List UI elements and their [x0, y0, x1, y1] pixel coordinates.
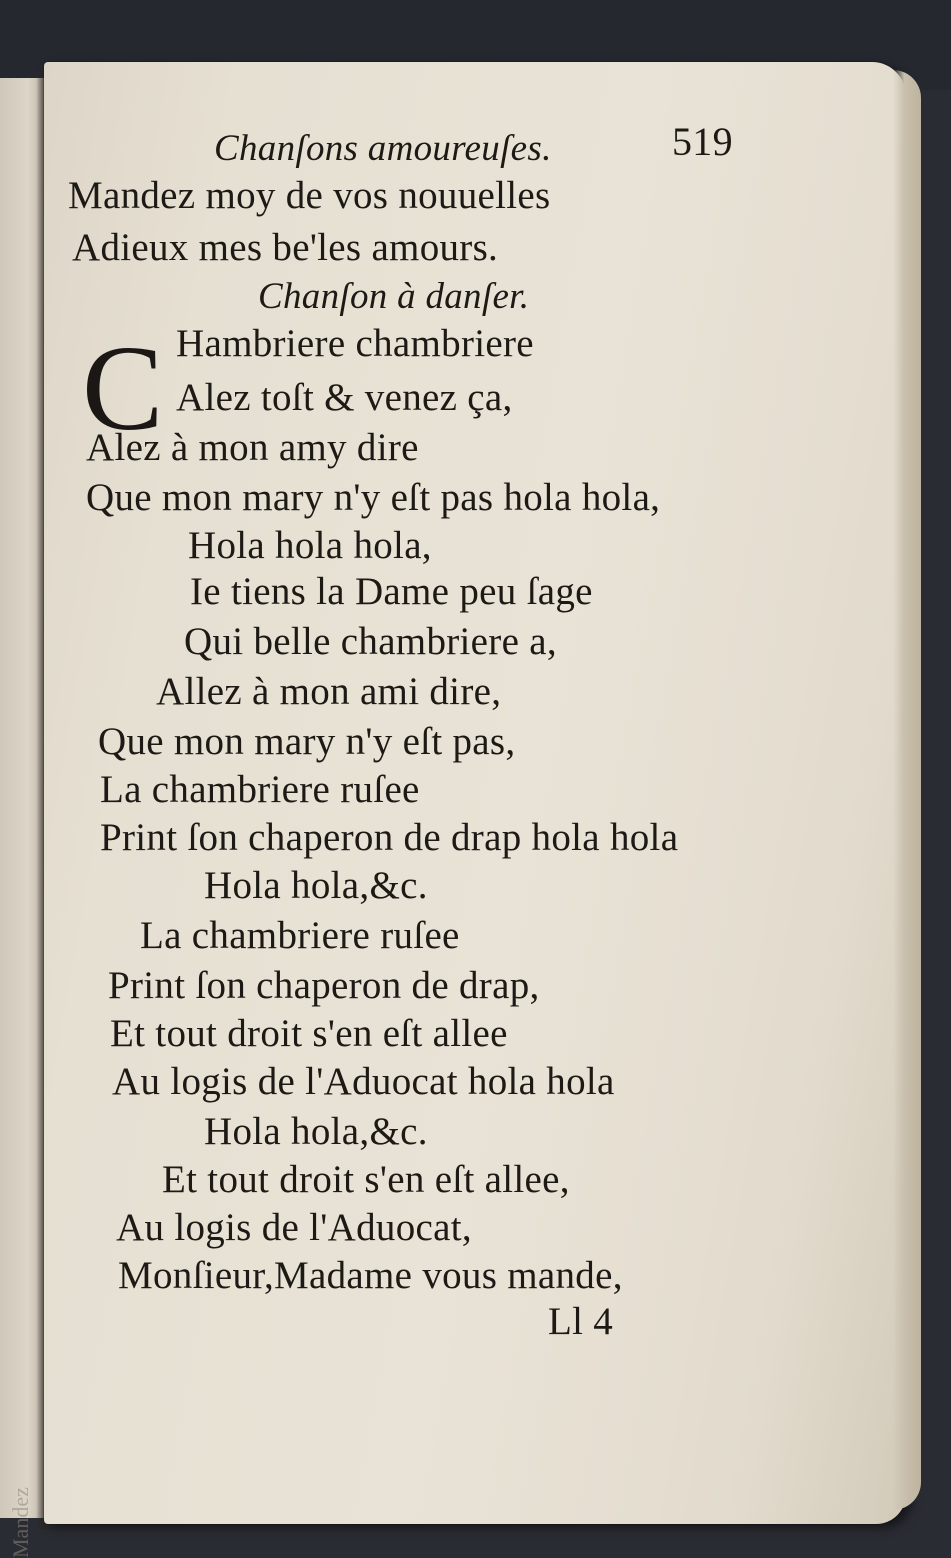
verse-line-16: La chambriere ruſee — [140, 914, 460, 957]
verse-line-21: Et tout droit s'en eſt allee, — [162, 1158, 570, 1201]
verse-line-4: Hambriere chambriere — [176, 322, 534, 365]
section-heading: Chanſon à danſer. — [258, 276, 530, 317]
verse-line-18: Et tout droit s'en eſt allee — [110, 1012, 508, 1055]
page-edge-stack — [893, 70, 921, 1510]
verse-line-23: Monſieur,Madame vous mande, — [118, 1254, 623, 1297]
verse-line-1: Mandez moy de vos nouuelles — [68, 174, 551, 217]
verse-line-15: Hola hola,&c. — [204, 864, 428, 907]
running-title: Chanſons amoureuſes. — [214, 128, 552, 169]
facing-page-fragment: Mandez — [8, 1487, 33, 1558]
verse-line-5: Alez toſt & venez ça, — [176, 376, 513, 419]
verse-line-8: Hola hola hola, — [188, 524, 432, 567]
verse-line-6: Alez à mon amy dire — [86, 426, 419, 469]
verse-line-9: Ie tiens la Dame peu ſage — [190, 570, 593, 613]
verse-line-11: Allez à mon ami dire, — [156, 670, 502, 713]
verse-line-7: Que mon mary n'y eſt pas hola hola, — [86, 476, 661, 519]
drop-cap: C — [82, 321, 164, 456]
verse-line-14: Print ſon chaperon de drap hola hola — [100, 816, 679, 859]
verse-line-10: Qui belle chambriere a, — [184, 620, 557, 663]
verse-line-2: Adieux mes be'les amours. — [72, 226, 499, 269]
verse-line-22: Au logis de l'Aduocat, — [116, 1206, 472, 1249]
verse-line-20: Hola hola,&c. — [204, 1110, 428, 1153]
verse-line-13: La chambriere ruſee — [100, 768, 420, 811]
verse-line-12: Que mon mary n'y eſt pas, — [98, 720, 516, 763]
signature-mark: Ll 4 — [548, 1300, 614, 1343]
verse-line-17: Print ſon chaperon de drap, — [108, 964, 540, 1007]
verse-line-19: Au logis de l'Aduocat hola hola — [112, 1060, 615, 1103]
page-number: 519 — [672, 119, 733, 164]
